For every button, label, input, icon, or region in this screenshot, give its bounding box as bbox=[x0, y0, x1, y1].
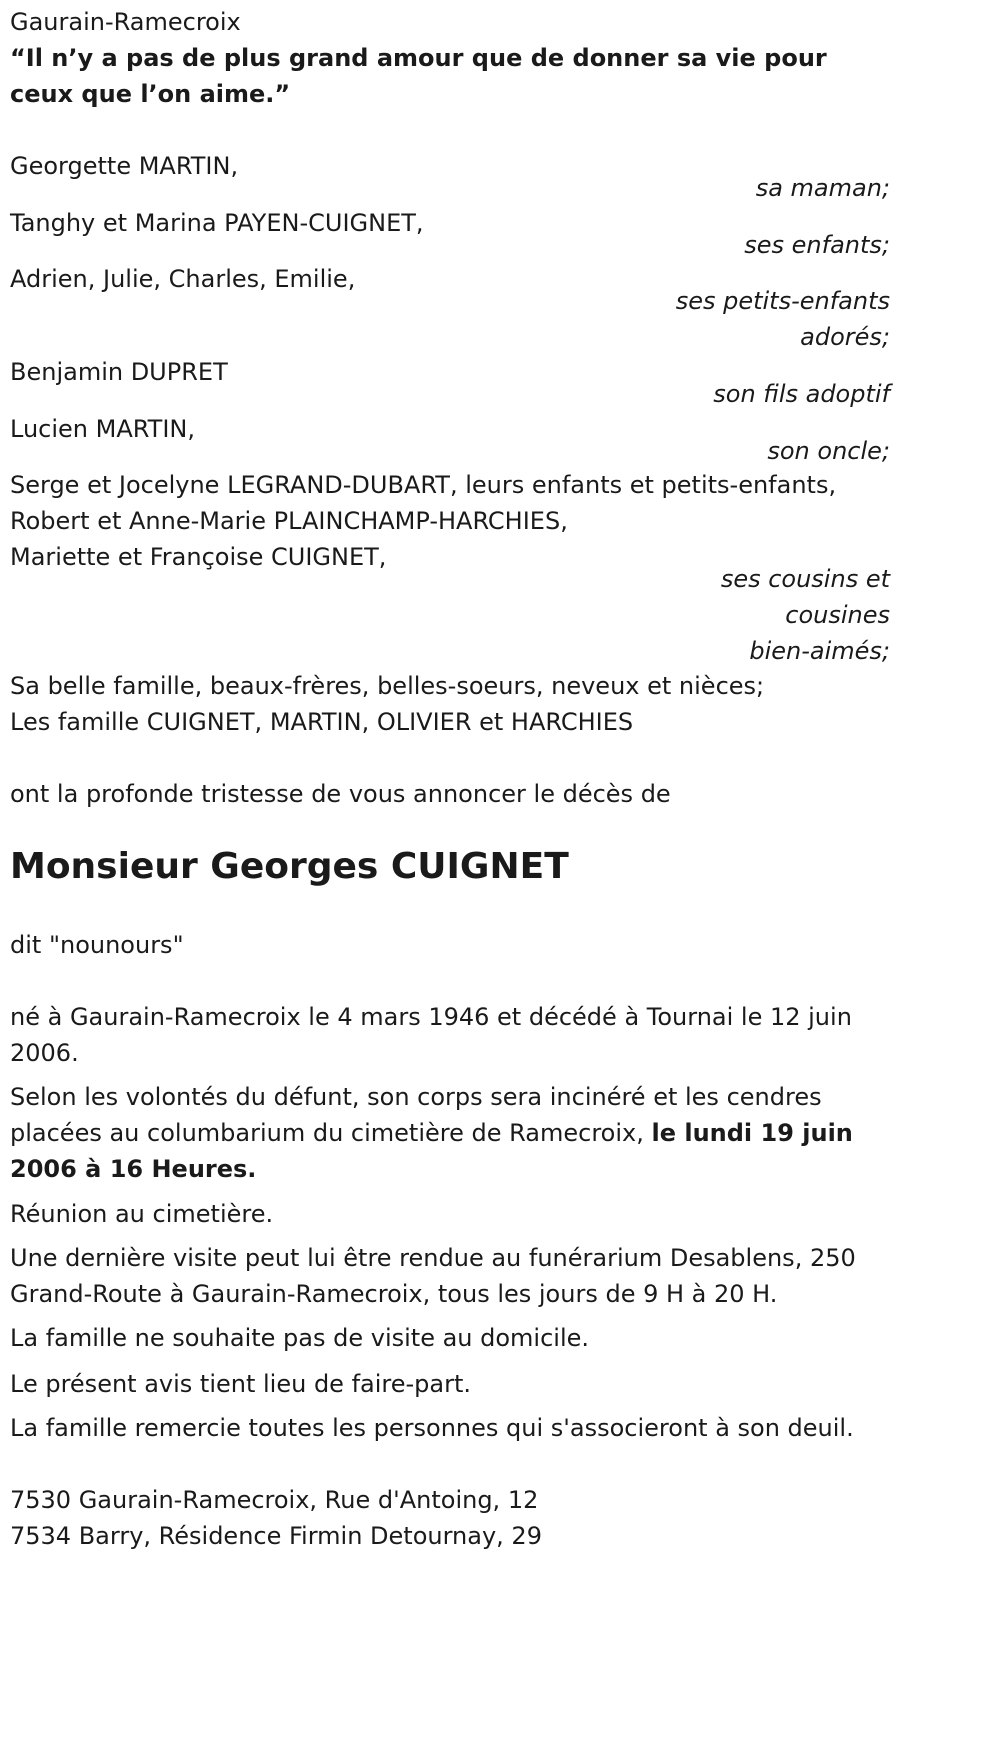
mourner-names: Georgette MARTIN, bbox=[10, 152, 239, 180]
nickname: dit "nounours" bbox=[10, 931, 184, 959]
mourner-names: Adrien, Julie, Charles, Emilie, bbox=[10, 265, 356, 293]
no-home-visit: La famille ne souhaite pas de visite au domicile. bbox=[10, 1324, 590, 1352]
mourner-names: Tanghy et Marina PAYEN-CUIGNET, bbox=[10, 209, 424, 237]
announcement: ont la profonde tristesse de vous annoncer le décès de bbox=[10, 780, 671, 808]
quote: “Il n’y a pas de plus grand amour que de donner sa vie pour ceux que l’on aime.” bbox=[10, 44, 827, 108]
mourner-names: Robert et Anne-Marie PLAINCHAMP-HARCHIES, bbox=[10, 507, 568, 535]
mourner-relation: son fils adoptif bbox=[713, 380, 890, 408]
mourner-relation: cousines bbox=[785, 601, 890, 629]
cremation-date: le lundi 19 juin 2006 à 16 Heures. bbox=[10, 1119, 853, 1183]
notice: Le présent avis tient lieu de faire-part. bbox=[10, 1370, 472, 1398]
mourner-relation: ses petits-enfants bbox=[675, 287, 890, 315]
cremation-paragraph bbox=[10, 1079, 890, 1187]
mourner-relation: ses cousins et bbox=[720, 565, 890, 593]
mourner-relation: ses enfants; bbox=[744, 231, 890, 259]
place-heading: Gaurain-Ramecroix bbox=[10, 8, 241, 36]
mourner-names: Lucien MARTIN, bbox=[10, 415, 196, 443]
meeting: Réunion au cimetière. bbox=[10, 1200, 274, 1228]
mourner-names: Serge et Jocelyne LEGRAND-DUBART, leurs enfants et petits-enfants, bbox=[10, 471, 837, 499]
mourner-relation: adorés; bbox=[800, 323, 890, 351]
deceased-name: Monsieur Georges CUIGNET bbox=[10, 846, 569, 887]
mourner-names: Mariette et Françoise CUIGNET, bbox=[10, 543, 387, 571]
cremation-text: Selon les volontés du défunt, son corps sera incinéré et les cendres placées au columbarium du cimetière de Ramecroix, bbox=[10, 1083, 822, 1147]
address: 7534 Barry, Résidence Firmin Detournay, 29 bbox=[10, 1522, 542, 1550]
mourner-relation: son oncle; bbox=[767, 437, 890, 465]
mourner-relation: sa maman; bbox=[755, 174, 890, 202]
mourner-names: Benjamin DUPRET bbox=[10, 358, 228, 386]
visit-info: Une dernière visite peut lui être rendue au funérarium Desablens, 250 Grand-Route à Gaurain-Ramecroix, tous les jours de 9 H à 20 H. bbox=[10, 1244, 856, 1308]
extended-family: Les famille CUIGNET, MARTIN, OLIVIER et HARCHIES bbox=[10, 708, 634, 736]
mourner-relation: bien-aimés; bbox=[749, 637, 890, 665]
thanks: La famille remercie toutes les personnes qui s'associeront à son deuil. bbox=[10, 1414, 854, 1442]
extended-family: Sa belle famille, beaux-frères, belles-soeurs, neveux et nièces; bbox=[10, 672, 765, 700]
birth-death: né à Gaurain-Ramecroix le 4 mars 1946 et décédé à Tournai le 12 juin 2006. bbox=[10, 1003, 852, 1067]
address: 7530 Gaurain-Ramecroix, Rue d'Antoing, 12 bbox=[10, 1486, 539, 1514]
